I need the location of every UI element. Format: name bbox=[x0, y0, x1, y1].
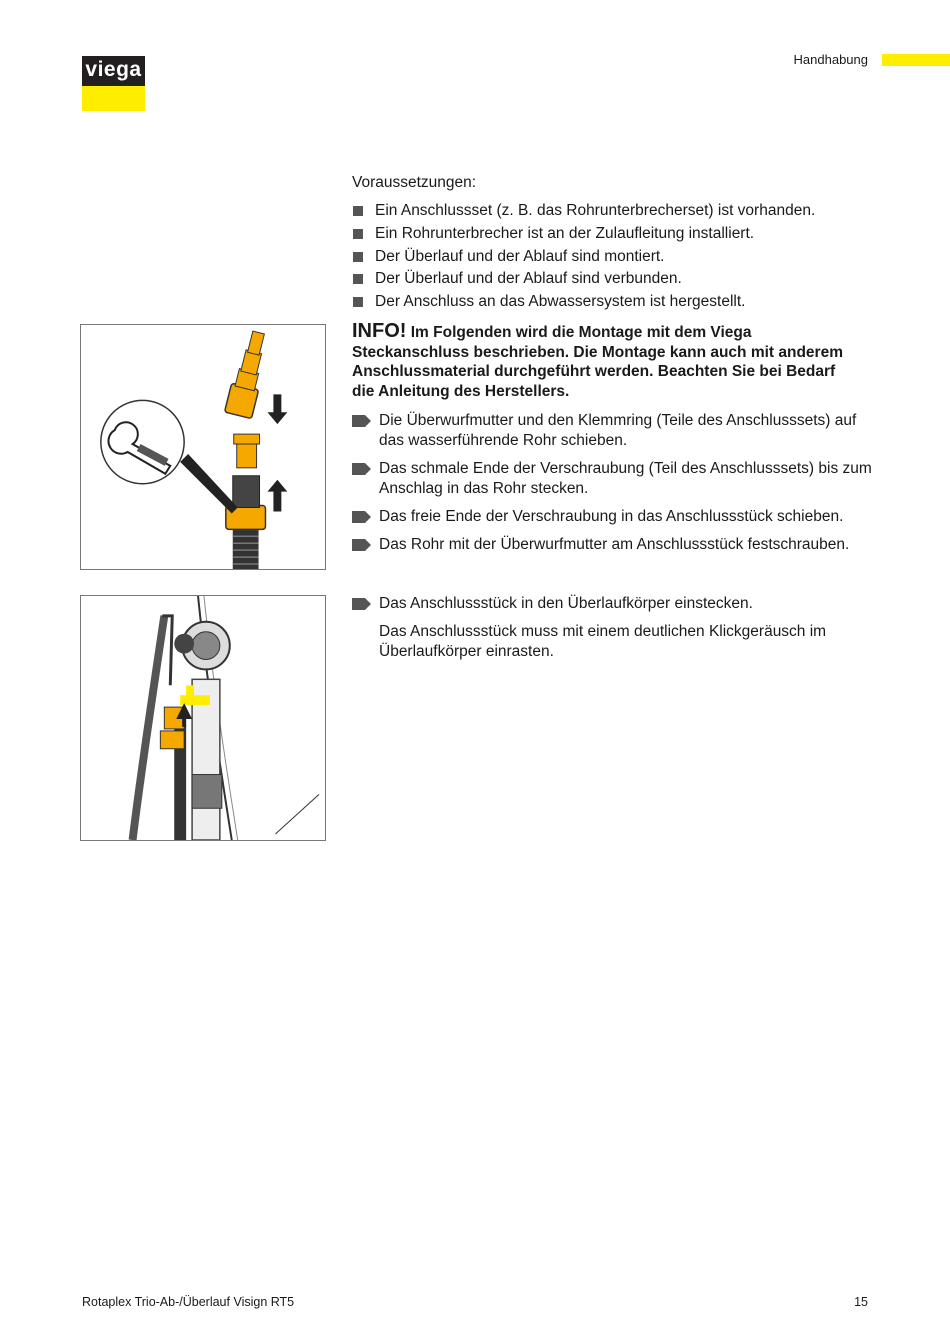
step-arrow-icon bbox=[352, 539, 371, 551]
prerequisites-title: Voraussetzungen: bbox=[352, 174, 477, 191]
step-item: Die Überwurfmutter und den Klemmring (Teile des Anschlusssets) auf das wasserführende Rohr schieben. bbox=[352, 411, 872, 451]
step-item: Das freie Ende der Verschraubung in das Anschlussstück schieben. bbox=[352, 507, 872, 527]
logo-yellow-bar bbox=[82, 86, 145, 111]
step-arrow-icon bbox=[352, 598, 371, 610]
list-item: Der Überlauf und der Ablauf sind verbunden. bbox=[352, 269, 815, 292]
steps-list-1 bbox=[352, 411, 872, 563]
list-item: Ein Anschlussset (z. B. das Rohrunterbrecherset) ist vorhanden. bbox=[352, 201, 815, 224]
step-arrow-icon bbox=[352, 415, 371, 427]
overflow-assembly-illustration bbox=[81, 596, 325, 840]
section-label: Handhabung bbox=[793, 52, 868, 67]
logo-text: viega bbox=[82, 56, 145, 86]
step-item: Das Anschlussstück in den Überlaufkörper einstecken. bbox=[352, 594, 872, 614]
list-item: Ein Rohrunterbrecher ist an der Zulaufleitung installiert. bbox=[352, 224, 815, 247]
info-text: Im Folgenden wird die Montage mit dem Viega Steckanschluss beschrieben. Die Montage kann auch mit anderem Anschlussmaterial durchgeführt werden. Beachten Sie bei Bedarf die Anleitung des Herstellers. bbox=[352, 324, 843, 400]
section-accent-bar bbox=[882, 54, 950, 66]
steps-list-2 bbox=[352, 594, 872, 622]
step-item: Das Rohr mit der Überwurfmutter am Anschlussstück festschrauben. bbox=[352, 535, 872, 555]
step-item: Das schmale Ende der Verschraubung (Teil des Anschlusssets) bis zum Anschlag in das Rohr stecken. bbox=[352, 459, 872, 499]
info-label: INFO! bbox=[352, 320, 407, 342]
list-item: Der Anschluss an das Abwassersystem ist hergestellt. bbox=[352, 292, 815, 315]
step-note: Das Anschlussstück muss mit einem deutlichen Klickgeräusch im Überlaufkörper einrasten. bbox=[379, 623, 827, 660]
square-bullet-icon bbox=[353, 252, 363, 262]
square-bullet-icon bbox=[353, 206, 363, 216]
square-bullet-icon bbox=[353, 229, 363, 239]
figure-overflow-assembly bbox=[80, 595, 326, 841]
square-bullet-icon bbox=[353, 274, 363, 284]
prerequisites-list bbox=[352, 201, 815, 315]
figure-connection-parts bbox=[80, 324, 326, 570]
footer-page-number: 15 bbox=[854, 1295, 868, 1309]
square-bullet-icon bbox=[353, 297, 363, 307]
step-arrow-icon bbox=[352, 463, 371, 475]
info-box bbox=[352, 322, 852, 401]
footer-document-title: Rotaplex Trio-Ab-/Überlauf Visign RT5 bbox=[82, 1295, 295, 1309]
viega-logo bbox=[82, 56, 145, 111]
step-arrow-icon bbox=[352, 511, 371, 523]
list-item: Der Überlauf und der Ablauf sind montiert. bbox=[352, 247, 815, 270]
connection-parts-illustration bbox=[81, 325, 325, 569]
